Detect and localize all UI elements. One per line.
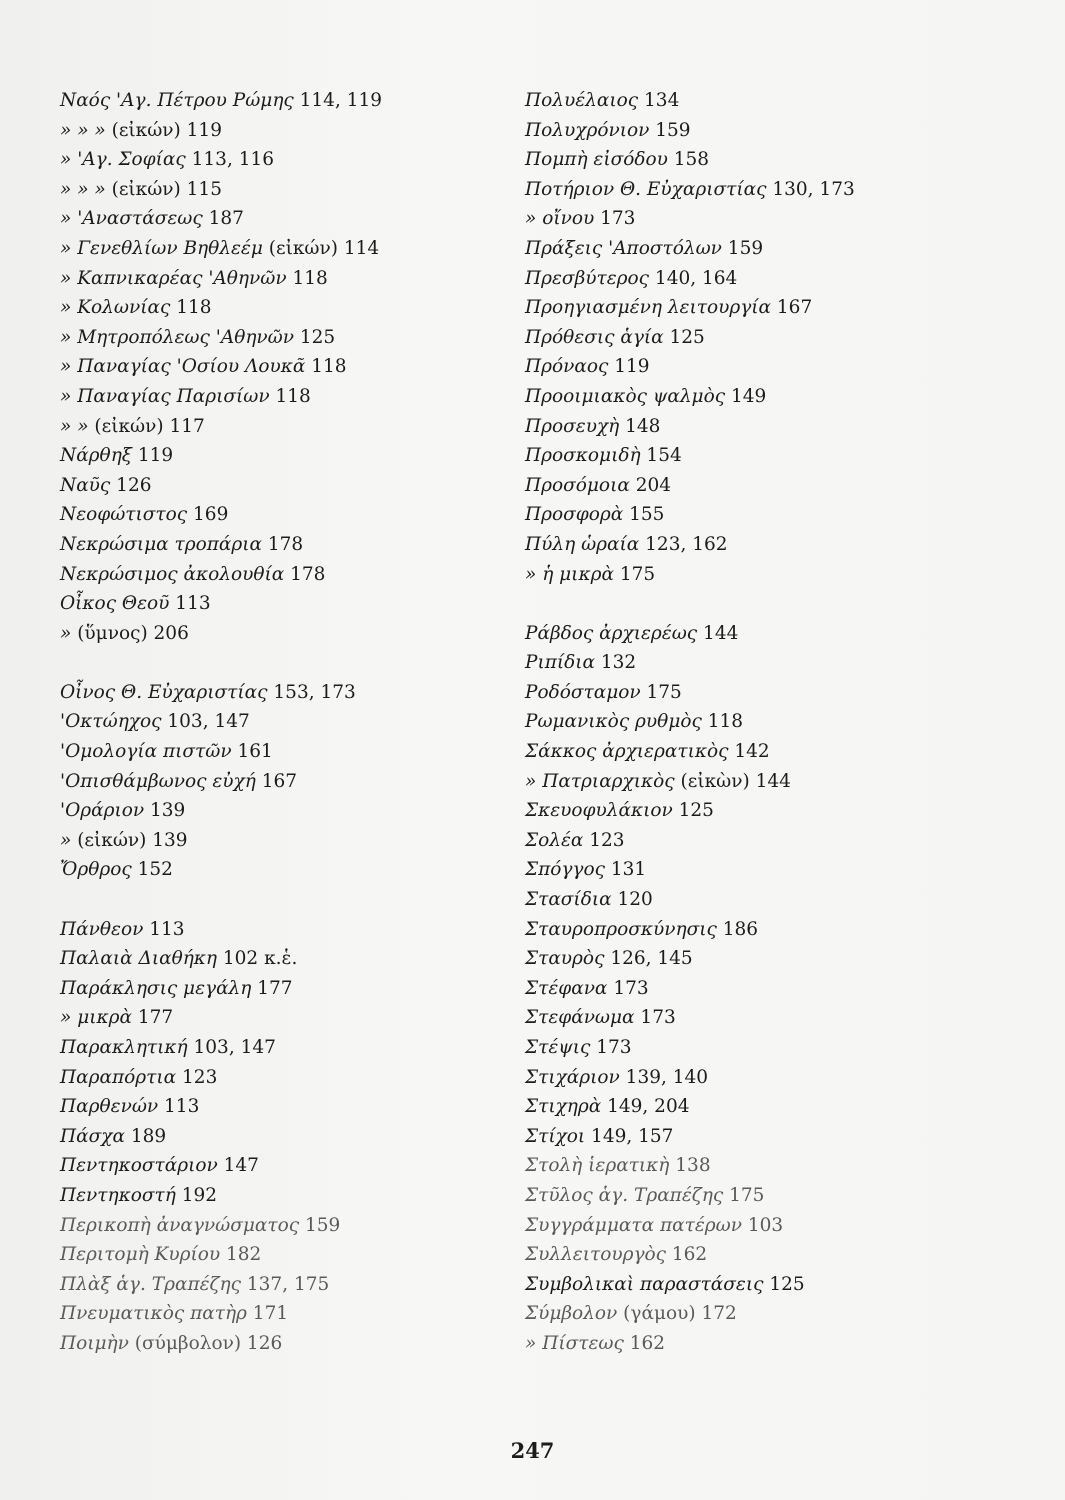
index-entry: » οἴνου 173: [525, 208, 636, 230]
index-column-left: [60, 86, 500, 1359]
index-entry: Σταυροπροσκύνησις 186: [525, 918, 759, 940]
index-entry: » μικρὰ 177: [60, 1007, 174, 1029]
index-entry: Ράβδος ἀρχιερέως 144: [525, 622, 739, 644]
index-entry: » Καπνικαρέας 'Αθηνῶν 118: [60, 267, 328, 289]
index-entry: 'Οκτώηχος 103, 147: [60, 711, 250, 733]
index-entry: Ροδόσταμον 175: [525, 681, 682, 703]
section-gap: [60, 885, 500, 915]
index-entry: » ἡ μικρὰ 175: [525, 563, 656, 585]
index-entry: Προσκομιδὴ 154: [525, 445, 682, 467]
index-entry: Νεοφώτιστος 169: [60, 504, 229, 526]
index-entry: Ὄρθρος 152: [60, 859, 173, 881]
index-entry: Προσευχὴ 148: [525, 415, 661, 437]
index-entry: Πεντηκοστή 192: [60, 1184, 218, 1206]
index-entry: 'Οράριον 139: [60, 800, 186, 822]
index-entry: Ρωμανικὸς ρυθμὸς 118: [525, 711, 744, 733]
index-entry: » » (εἰκών) 117: [60, 415, 205, 437]
index-entry: » (εἰκών) 139: [60, 829, 188, 851]
index-entry: 'Ομολογία πιστῶν 161: [60, 741, 273, 763]
index-entry: Νεκρώσιμος ἀκολουθία 178: [60, 563, 326, 585]
index-entry: » 'Αγ. Σοφίας 113, 116: [60, 149, 275, 171]
index-entry: Πομπὴ εἰσόδου 158: [525, 149, 710, 171]
index-entry: Στιχηρὰ 149, 204: [525, 1096, 690, 1118]
index-entry: » Μητροπόλεως 'Αθηνῶν 125: [60, 326, 336, 348]
index-entry: Συμβολικαὶ παραστάσεις 125: [525, 1273, 805, 1295]
index-entry: 'Οπισθάμβωνος εὐχή 167: [60, 770, 298, 792]
index-entry: Παρθενών 113: [60, 1096, 200, 1118]
index-entry: » » » (εἰκών) 115: [60, 178, 222, 200]
index-entry: Πολυέλαιος 134: [525, 90, 680, 111]
index-entry: Παλαιὰ Διαθήκη 102 κ.ἑ.: [60, 948, 298, 970]
index-entry: Πολυχρόνιον 159: [525, 119, 691, 141]
index-entry: Ποτήριον Θ. Εὐχαριστίας 130, 173: [525, 178, 855, 200]
index-entry: Οἶκος Θεοῦ 113: [60, 593, 211, 615]
index-entry: Στιχάριον 139, 140: [525, 1066, 709, 1088]
index-entry: » Παναγίας Παρισίων 118: [60, 385, 311, 407]
index-entry: Σύμβολον (γάμου) 172: [525, 1303, 737, 1325]
index-entry: » Πίστεως 162: [525, 1332, 666, 1354]
index-entry: Ποιμὴν (σύμβολον) 126: [60, 1332, 283, 1354]
index-entry: Στεφάνωμα 173: [525, 1007, 676, 1029]
index-entry: Πνευματικὸς πατὴρ 171: [60, 1303, 289, 1325]
index-entry: Παραπόρτια 123: [60, 1066, 218, 1088]
index-entry: » Παναγίας 'Οσίου Λουκᾶ 118: [60, 356, 347, 378]
index-entry: Νεκρώσιμα τροπάρια 178: [60, 533, 304, 555]
index-entry: Στασίδια 120: [525, 889, 653, 911]
index-entry: Στολὴ ἱερατικὴ 138: [525, 1155, 711, 1177]
index-entry: Σάκκος ἀρχιερατικὸς 142: [525, 741, 770, 763]
index-entry: » 'Αναστάσεως 187: [60, 208, 244, 230]
index-entry: Στέφανα 173: [525, 977, 649, 999]
index-entry: » Κολωνίας 118: [60, 297, 212, 319]
index-entry: Σολέα 123: [525, 829, 625, 851]
index-entry: Περικοπὴ ἀναγνώσματος 159: [60, 1214, 341, 1236]
index-entry: Πράξεις 'Αποστόλων 159: [525, 237, 764, 259]
index-entry: Πάσχα 189: [60, 1125, 167, 1147]
index-entry: Πύλη ὡραία 123, 162: [525, 533, 728, 555]
index-entry: Προηγιασμένη λειτουργία 167: [525, 297, 813, 319]
index-entry: Στίχοι 149, 157: [525, 1125, 674, 1147]
index-entry: Συγγράμματα πατέρων 103: [525, 1214, 784, 1236]
page-number: 247: [510, 1438, 555, 1463]
index-entry: Σταυρὸς 126, 145: [525, 948, 693, 970]
index-entry: Νάρθηξ 119: [60, 445, 174, 467]
section-gap: [60, 648, 500, 678]
index-entry: Ναῦς 126: [60, 474, 152, 496]
index-entry: Πάνθεον 113: [60, 918, 185, 940]
index-entry: Σπόγγος 131: [525, 859, 647, 881]
index-entry: Παρακλητική 103, 147: [60, 1037, 276, 1058]
section-gap: [525, 589, 965, 619]
index-entry: Παράκλησις μεγάλη 177: [60, 977, 293, 999]
index-entry: Προσόμοια 204: [525, 474, 672, 496]
index-entry: Πλὰξ ἁγ. Τραπέζης 137, 175: [60, 1273, 330, 1295]
index-entry: Στῦλος ἁγ. Τραπέζης 175: [525, 1184, 765, 1206]
index-entry: Στέψις 173: [525, 1037, 632, 1058]
index-entry: » (ὕμνος) 206: [60, 622, 189, 644]
index-entry: » Πατριαρχικὸς (εἰκὼν) 144: [525, 770, 791, 792]
index-entry: Περιτομὴ Κυρίου 182: [60, 1244, 262, 1266]
index-entry: Ριπίδια 132: [525, 652, 637, 674]
index-entry: Ναός 'Αγ. Πέτρου Ρώμης 114, 119: [60, 90, 383, 111]
index-entry: Προσφορὰ 155: [525, 504, 665, 526]
index-entry: Προοιμιακὸς ψαλμὸς 149: [525, 385, 767, 407]
index-entry: Πεντηκοστάριον 147: [60, 1155, 259, 1177]
index-entry: Οἶνος Θ. Εὐχαριστίας 153, 173: [60, 681, 356, 703]
index-entry: » Γενεθλίων Βηθλεέμ (εἰκών) 114: [60, 237, 380, 259]
index-entry: » » » (εἰκών) 119: [60, 119, 222, 141]
index-entry: Σκευοφυλάκιον 125: [525, 800, 714, 822]
index-entry: Πρεσβύτερος 140, 164: [525, 267, 738, 289]
index-column-right: [525, 86, 965, 1359]
index-entry: Πρόθεσις ἁγία 125: [525, 326, 705, 348]
index-entry: Πρόναος 119: [525, 356, 650, 378]
index-entry: Συλλειτουργὸς 162: [525, 1244, 708, 1266]
